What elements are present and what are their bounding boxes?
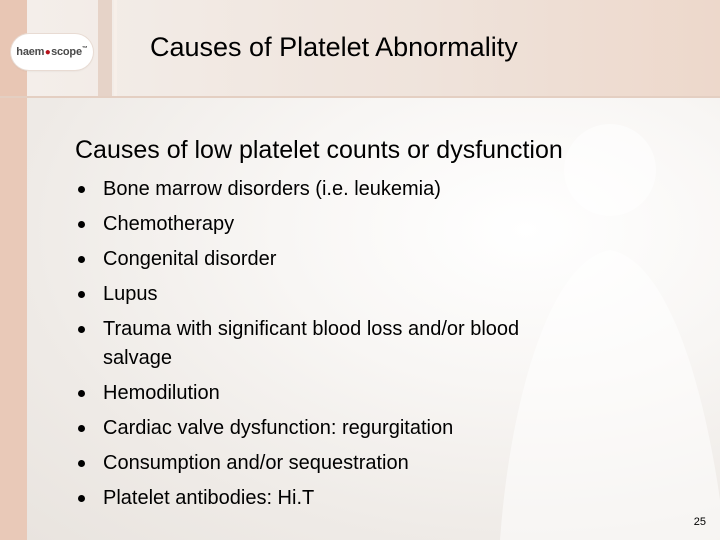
bullet-text: Bone marrow disorders (i.e. leukemia): [103, 178, 441, 200]
bullet-dot-icon: [78, 291, 85, 298]
bullet-item: [75, 210, 675, 239]
bullet-item: [75, 315, 675, 373]
logo-trademark: ™: [81, 46, 88, 52]
bullet-text: Lupus: [103, 283, 158, 305]
bullet-dot-icon: [78, 326, 85, 333]
header-bottom-rule: [0, 96, 720, 98]
bullet-dot-icon: [78, 460, 85, 467]
slide-title: Causes of Platelet Abnormality: [150, 32, 518, 62]
bullet-list: [75, 175, 675, 519]
bullet-text: Trauma with significant blood loss and/or blood: [103, 318, 520, 340]
bullet-text: Chemotherapy: [103, 213, 235, 235]
bullet-item: [75, 245, 675, 274]
page-number: 25: [693, 516, 706, 528]
content-heading: Causes of low platelet counts or dysfunction: [75, 136, 563, 164]
blood-drop-icon: ●: [44, 47, 51, 58]
bullet-text: Consumption and/or sequestration: [103, 452, 409, 474]
header-divider: [98, 0, 112, 97]
logo-text-part-1: haem: [16, 46, 45, 58]
bullet-item: [75, 175, 675, 204]
bullet-item: [75, 280, 675, 309]
haemoscope-logo: [11, 34, 93, 70]
bullet-dot-icon: [78, 390, 85, 397]
bullet-text: Cardiac valve dysfunction: regurgitation: [103, 417, 454, 439]
bullet-text: Congenital disorder: [103, 248, 277, 270]
header-divider-highlight: [114, 0, 117, 97]
bullet-text: Hemodilution: [103, 382, 220, 404]
bullet-dot-icon: [78, 495, 85, 502]
bullet-dot-icon: [78, 425, 85, 432]
bullet-item: [75, 414, 675, 443]
logo-text-part-2: scope: [51, 46, 82, 58]
bullet-text: Platelet antibodies: Hi.T: [103, 487, 315, 509]
bullet-item: [75, 449, 675, 478]
bullet-dot-icon: [78, 256, 85, 263]
logo-wordmark: [16, 46, 87, 58]
bullet-item: [75, 379, 675, 408]
bullet-text-continuation: salvage: [103, 347, 172, 369]
bullet-dot-icon: [78, 221, 85, 228]
bullet-item: [75, 484, 675, 513]
bullet-dot-icon: [78, 186, 85, 193]
